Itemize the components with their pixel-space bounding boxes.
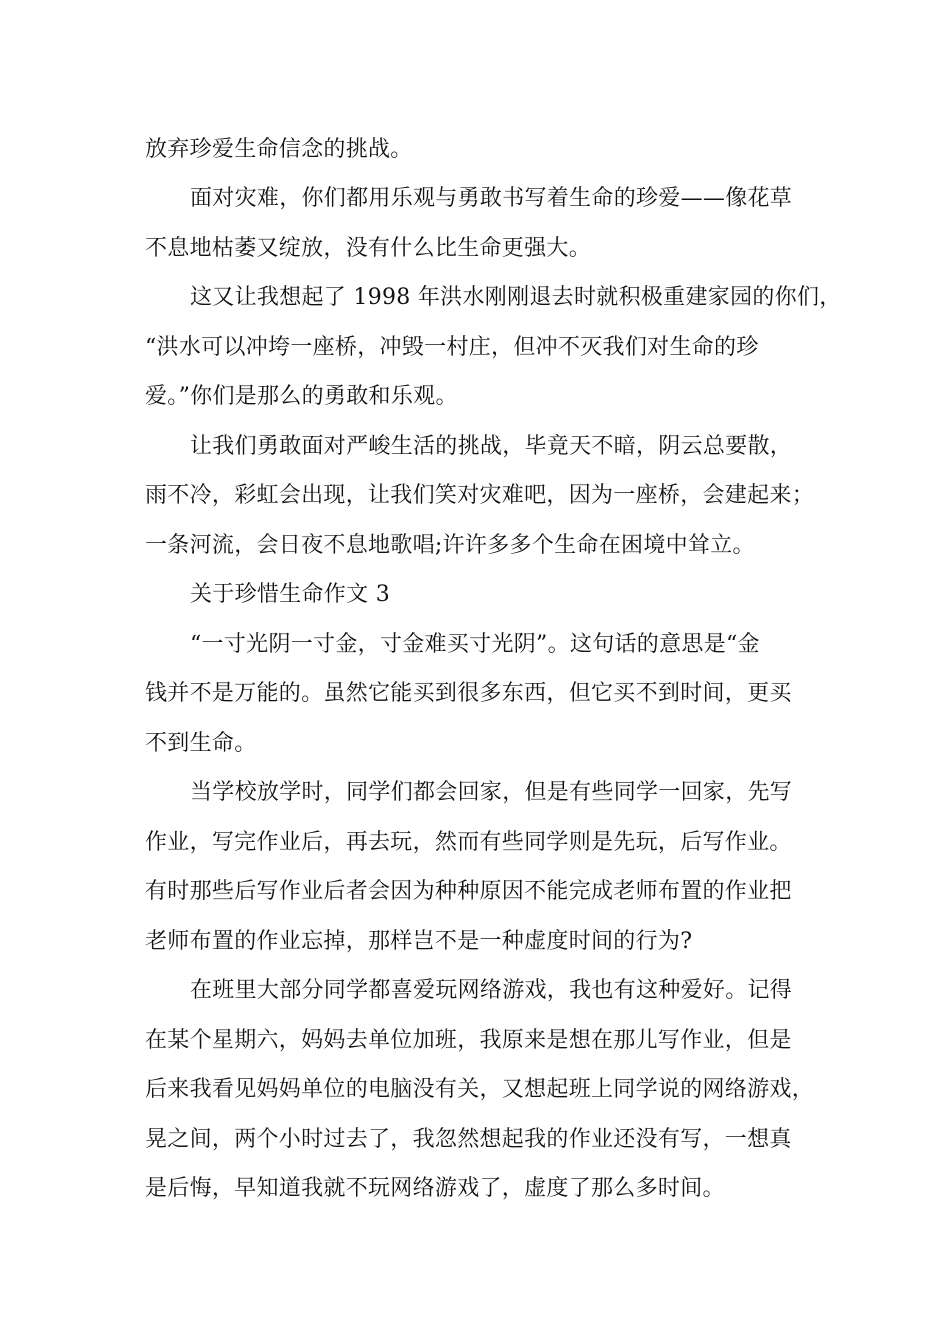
text-line: 是后悔，早知道我就不玩网络游戏了，虚度了那么多时间。 [145, 1176, 725, 1201]
text-line: 老师布置的作业忘掉，那样岂不是一种虚度时间的行为? [145, 929, 693, 954]
text-line: 作业，写完作业后，再去玩，然而有些同学则是先玩，后写作业。 [145, 830, 792, 855]
text-line: 不息地枯萎又绽放，没有什么比生命更强大。 [145, 236, 592, 261]
text-line: 在班里大部分同学都喜爱玩网络游戏，我也有这种爱好。记得 [190, 978, 793, 1003]
section-heading: 关于珍惜生命作文 3 [190, 582, 390, 607]
text-line: 面对灾难，你们都用乐观与勇敢书写着生命的珍爱——像花草 [190, 186, 793, 211]
text-line: 放弃珍爱生命信念的挑战。 [145, 137, 413, 162]
text-line: 爱。”你们是那么的勇敢和乐观。 [145, 384, 458, 409]
text-line: 让我们勇敢面对严峻生活的挑战，毕竟天不暗，阴云总要散， [190, 434, 793, 459]
text-line: 后来我看见妈妈单位的电脑没有关，又想起班上同学说的网络游戏， [145, 1077, 815, 1102]
text-line: 雨不冷，彩虹会出现，让我们笑对灾难吧，因为一座桥，会建起来； [145, 483, 815, 508]
text-line: 晃之间，两个小时过去了，我忽然想起我的作业还没有写，一想真 [145, 1127, 792, 1152]
text-line: 当学校放学时，同学们都会回家，但是有些同学一回家，先写 [190, 780, 793, 805]
text-line: 这又让我想起了 1998 年洪水刚刚退去时就积极重建家园的你们， [190, 285, 842, 310]
text-line: 钱并不是万能的。虽然它能买到很多东西，但它买不到时间，更买 [145, 681, 792, 706]
text-line: 一条河流，会日夜不息地歌唱;许许多多个生命在困境中耸立。 [145, 533, 755, 558]
text-line: 不到生命。 [145, 731, 257, 756]
text-line: 在某个星期六，妈妈去单位加班，我原来是想在那儿写作业，但是 [145, 1028, 792, 1053]
text-line: 有时那些后写作业后者会因为种种原因不能完成老师布置的作业把 [145, 879, 792, 904]
text-line: “洪水可以冲垮一座桥，冲毁一村庄，但冲不灭我们对生命的珍 [145, 335, 759, 360]
text-line: “一寸光阴一寸金，寸金难买寸光阴”。这句话的意思是“金 [190, 632, 760, 657]
